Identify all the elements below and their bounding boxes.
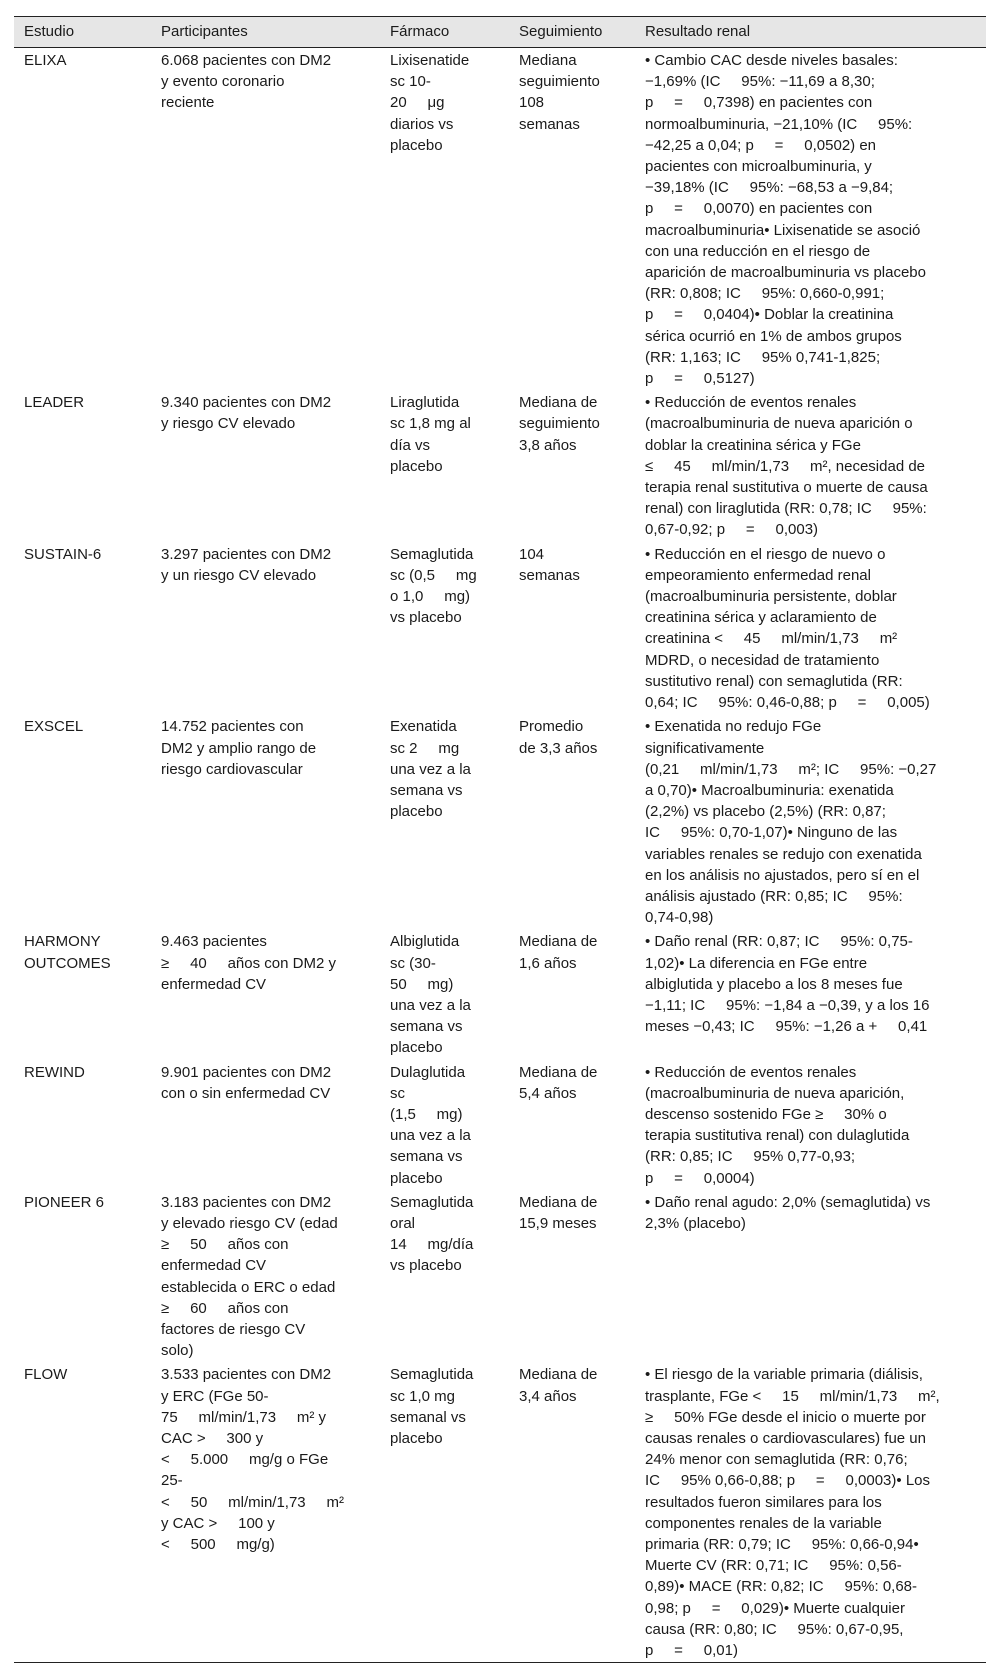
renal-outcomes-table: [14, 16, 986, 1663]
cell-estudio: REWIND: [24, 1063, 85, 1081]
cell-resultado: • Cambio CAC desde niveles basales: −1,69% (IC 95%: −11,69 a 8,30; p = 0,7398) en pacientes con normoalbuminuria, −21,10% (IC 95%: −42,25 a 0,04; p = 0,0502) en pacientes con microalbuminuria, y −39,18% (IC 95%: −68,53 a −9,84; p = 0,0070) en pacientes con macroalbuminuria• Lixisenatide se asoció con una reducción en el riesgo de aparición de macroalbuminuria vs placebo (RR: 0,808; IC 95%: 0,660-0,991; p = 0,0404)• Doblar la creatinina sérica ocurrió en 1% de ambos grupos (RR: 1,163; IC 95% 0,741-1,825; p = 0,5127): [645, 52, 926, 388]
cell-farmaco: Albiglutida sc (30- 50 mg) una vez a la semana vs placebo: [390, 933, 471, 1057]
header-seguimiento: Seguimiento: [519, 23, 603, 41]
cell-farmaco: Semaglutida sc (0,5 mg o 1,0 mg) vs placebo: [390, 545, 477, 627]
header-row: [14, 17, 986, 48]
cell-farmaco: Semaglutida sc 1,0 mg semanal vs placebo: [390, 1366, 474, 1447]
cell-seguimiento: Promedio de 3,3 años: [519, 718, 598, 757]
table-row: [14, 929, 986, 1059]
cell-seguimiento: 104 semanas: [519, 545, 580, 584]
cell-farmaco: Exenatida sc 2 mg una vez a la semana vs placebo: [390, 718, 471, 821]
header-estudio: Estudio: [24, 23, 75, 41]
cell-estudio: EXSCEL: [24, 718, 84, 736]
cell-farmaco: Semaglutida oral 14 mg/día vs placebo: [390, 1193, 474, 1275]
cell-participantes: 9.901 pacientes con DM2 con o sin enfermedad CV: [161, 1063, 332, 1102]
table-row: [14, 1190, 986, 1363]
cell-farmaco: Lixisenatide sc 10- 20 μg diarios vs placebo: [390, 52, 470, 154]
table-row: [14, 714, 986, 929]
header-resultado-renal: Resultado renal: [645, 23, 751, 41]
cell-seguimiento: Mediana de 5,4 años: [519, 1063, 598, 1102]
table-row: [14, 48, 986, 391]
table-row: [14, 1362, 986, 1662]
cell-participantes: 3.183 pacientes con DM2 y elevado riesgo CV (edad ≥ 50 años con enfermedad CV establecida o ERC o edad ≥ 60 años con factores de riesgo CV solo): [161, 1193, 338, 1360]
cell-resultado: • Reducción de eventos renales (macroalbuminuria de nueva aparición, descenso sostenido FGe ≥ 30% o terapia sustitutiva renal) con dulaglutida (RR: 0,85; IC 95% 0,77-0,93; p = 0,0004): [645, 1063, 910, 1187]
table-row: [14, 1060, 986, 1190]
cell-estudio: HARMONY OUTCOMES: [24, 933, 111, 972]
cell-resultado: • El riesgo de la variable primaria (diálisis, trasplante, FGe < 15 ml/min/1,73 m², ≥ 50% FGe desde el inicio o muerte por causas renales o cardiovasculares) fue un 24% menor con semaglutida (RR: 0,76; IC 95% 0,66-0,88; p = 0,0003)• Los resultados fueron similares para los componentes renales de la variable primaria (RR: 0,79; IC 95%: 0,66-0,94• Muerte CV (RR: 0,71; IC 95%: 0,56- 0,89)• MACE (RR: 0,82; IC 95%: 0,68- 0,98; p = 0,029)• Muerte cualquier causa (RR: 0,80; IC 95%: 0,67-0,95, p = 0,01): [645, 1366, 940, 1660]
cell-farmaco: Liraglutida sc 1,8 mg al día vs placebo: [390, 394, 471, 475]
cell-seguimiento: Mediana de seguimiento 3,8 años: [519, 394, 600, 454]
cell-participantes: 6.068 pacientes con DM2 y evento coronario reciente: [161, 52, 332, 112]
document-page: [14, 16, 986, 1663]
cell-estudio: PIONEER 6: [24, 1193, 105, 1211]
cell-estudio: LEADER: [24, 394, 85, 412]
table-row: [14, 542, 986, 715]
cell-resultado: • Daño renal agudo: 2,0% (semaglutida) vs 2,3% (placebo): [645, 1193, 931, 1232]
cell-participantes: 9.463 pacientes ≥ 40 años con DM2 y enfermedad CV: [161, 933, 336, 993]
cell-participantes: 3.297 pacientes con DM2 y un riesgo CV elevado: [161, 545, 332, 584]
header-farmaco: Fármaco: [390, 23, 450, 41]
cell-estudio: FLOW: [24, 1366, 68, 1384]
header-participantes: Participantes: [161, 23, 248, 41]
cell-seguimiento: Mediana seguimiento 108 semanas: [519, 52, 600, 133]
cell-farmaco: Dulaglutida sc (1,5 mg) una vez a la semana vs placebo: [390, 1063, 471, 1187]
table-header: [14, 17, 986, 48]
cell-seguimiento: Mediana de 3,4 años: [519, 1366, 598, 1405]
cell-seguimiento: Mediana de 15,9 meses: [519, 1193, 598, 1232]
cell-resultado: • Reducción en el riesgo de nuevo o empeoramiento enfermedad renal (macroalbuminuria persistente, doblar creatinina sérica y aclaramiento de creatinina < 45 ml/min/1,73 m² MDRD, o necesidad de tratamiento sustitutivo renal) con semaglutida (RR: 0,64; IC 95%: 0,46-0,88; p = 0,005): [645, 545, 930, 712]
cell-estudio: SUSTAIN-6: [24, 545, 102, 563]
cell-participantes: 3.533 pacientes con DM2 y ERC (FGe 50- 75 ml/min/1,73 m² y CAC > 300 y < 5.000 mg/g o FGe 25- < 50 ml/min/1,73 m² y CAC > 100 y < 500 mg/g): [161, 1366, 344, 1554]
cell-seguimiento: Mediana de 1,6 años: [519, 933, 598, 972]
cell-resultado: • Daño renal (RR: 0,87; IC 95%: 0,75- 1,02)• La diferencia en FGe entre albiglutida y placebo a los 8 meses fue −1,11; IC 95%: −1,84 a −0,39, y a los 16 meses −0,43; IC 95%: −1,26 a + 0,41: [645, 933, 930, 1036]
table-row: [14, 390, 986, 541]
cell-resultado: • Exenatida no redujo FGe significativamente (0,21 ml/min/1,73 m²; IC 95%: −0,27 a 0,70)• Macroalbuminuria: exenatida (2,2%) vs placebo (2,5%) (RR: 0,87; IC 95%: 0,70-1,07)• Ninguno de las variables renales se redujo con exenatida en los análisis no ajustados, pero sí en el análisis ajustado (RR: 0,85; IC 95%: 0,74-0,98): [645, 718, 937, 927]
cell-resultado: • Reducción de eventos renales (macroalbuminuria de nueva aparición o doblar la creatinina sérica y FGe ≤ 45 ml/min/1,73 m², necesidad de terapia renal sustitutiva o muerte de causa renal) con liraglutida (RR: 0,78; IC 95%: 0,67-0,92; p = 0,003): [645, 394, 928, 539]
cell-estudio: ELIXA: [24, 52, 67, 69]
cell-participantes: 9.340 pacientes con DM2 y riesgo CV elevado: [161, 394, 332, 433]
cell-participantes: 14.752 pacientes con DM2 y amplio rango de riesgo cardiovascular: [161, 718, 317, 778]
table-body: [14, 48, 986, 1663]
